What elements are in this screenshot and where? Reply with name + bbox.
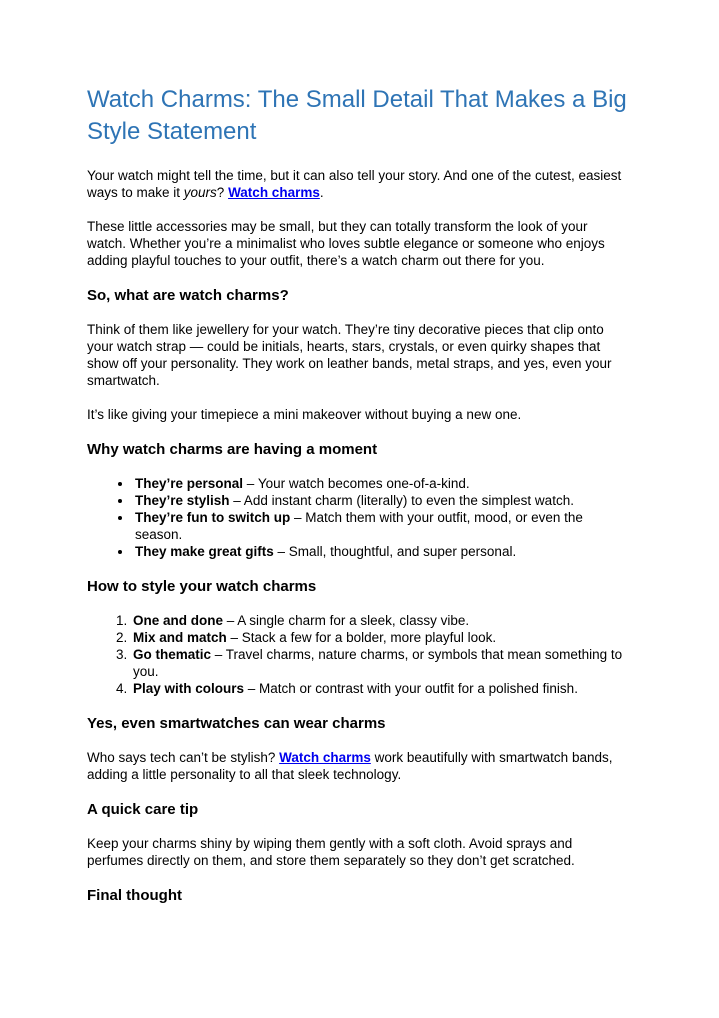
paragraph: Keep your charms shiny by wiping them gently with a soft cloth. Avoid sprays and perfumes directly on them, and store them separately so they don’t get scratched. — [87, 836, 575, 868]
heading-what-are-watch-charms: So, what are watch charms? — [87, 287, 289, 304]
paragraph — [87, 749, 630, 783]
list-item — [133, 492, 630, 509]
list-item-bold: They’re fun to switch up — [135, 510, 291, 525]
bullet-list — [87, 475, 630, 560]
heading-final-thought: Final thought — [87, 887, 182, 904]
paragraph: Think of them like jewellery for your watch. They’re tiny decorative pieces that clip onto your watch strap — could be initials, hearts, stars, crystals, or even quirky shapes that show off your personality. They work on leather bands, metal straps, and yes, even your smartwatch. — [87, 322, 612, 388]
list-item-bold: Go thematic — [133, 647, 212, 662]
heading-smartwatches: Yes, even smartwatches can wear charms — [87, 715, 386, 732]
list-item-text: – Match them with your outfit, mood, or even the season. — [135, 510, 583, 542]
paragraph: It’s like giving your timepiece a mini makeover without buying a new one. — [87, 407, 522, 422]
document-title: Watch Charms: The Small Detail That Makes a Big Style Statement — [87, 86, 627, 145]
heading-why-having-a-moment: Why watch charms are having a moment — [87, 441, 378, 458]
intro-italic-yours: yours — [183, 185, 217, 200]
heading-care-tip: A quick care tip — [87, 801, 199, 818]
paragraph-text: Who says tech can’t be stylish? — [87, 750, 280, 765]
list-item-text: – Match or contrast with your outfit for a polished finish. — [244, 681, 578, 696]
list-item-text: – Small, thoughtful, and super personal. — [273, 544, 517, 559]
numbered-list — [87, 612, 630, 697]
list-item-bold: Mix and match — [133, 630, 227, 645]
list-item-text: – Your watch becomes one-of-a-kind. — [243, 476, 470, 491]
intro-text-2: ? — [216, 185, 229, 200]
intro-text-3: . — [319, 185, 324, 200]
list-item — [133, 509, 630, 543]
list-item-bold: One and done — [133, 613, 224, 628]
intro-paragraph-1 — [87, 167, 630, 201]
list-item — [131, 629, 630, 646]
list-item — [133, 543, 630, 560]
list-item — [131, 680, 630, 697]
list-item-text: – Travel charms, nature charms, or symbols that mean something to you. — [133, 647, 623, 679]
paragraph-text: work beautifully with smartwatch bands, adding a little personality to all that sleek technology. — [87, 750, 613, 782]
list-item — [131, 612, 630, 629]
heading-how-to-style: How to style your watch charms — [87, 578, 317, 595]
intro-paragraph-2: These little accessories may be small, but they can totally transform the look of your watch. Whether you’re a minimalist who loves subtle elegance or someone who enjoys adding playful touches to your outfit, there’s a watch charm out there for you. — [87, 219, 605, 268]
watch-charms-link[interactable]: Watch charms — [279, 750, 371, 765]
list-item — [133, 475, 630, 492]
list-item-bold: They’re stylish — [135, 493, 230, 508]
list-item-bold: Play with colours — [133, 681, 245, 696]
list-item-bold: They make great gifts — [135, 544, 274, 559]
list-item — [131, 646, 630, 680]
intro-text-1: Your watch might tell the time, but it can also tell your story. And one of the cutest, easiest ways to make it — [87, 168, 622, 200]
watch-charms-link[interactable]: Watch charms — [228, 185, 320, 200]
list-item-text: – Add instant charm (literally) to even the simplest watch. — [229, 493, 574, 508]
list-item-bold: They’re personal — [135, 476, 244, 491]
list-item-text: – A single charm for a sleek, classy vibe. — [223, 613, 470, 628]
list-item-text: – Stack a few for a bolder, more playful look. — [226, 630, 497, 645]
